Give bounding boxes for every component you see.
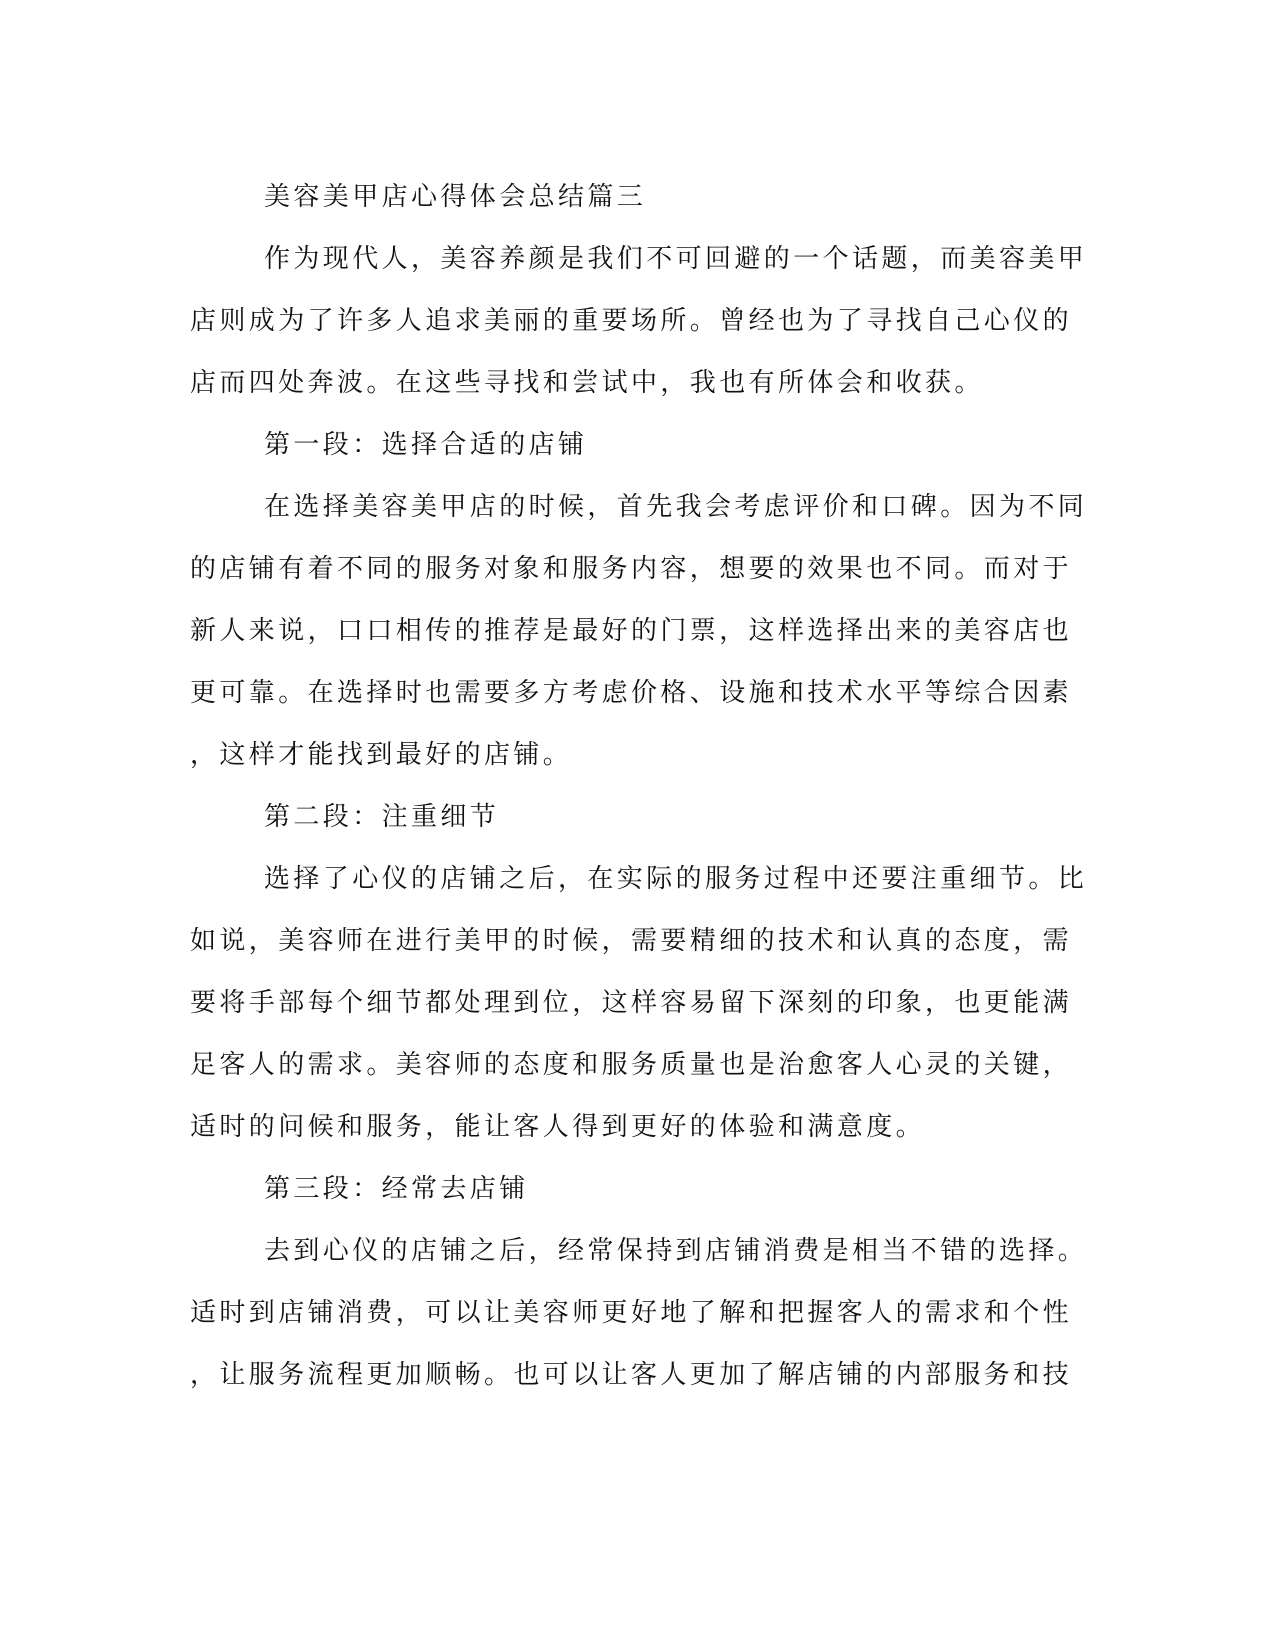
text-line: 去到心仪的店铺之后，经常保持到店铺消费是相当不错的选择。	[264, 1236, 1088, 1266]
text-line: 适时到店铺消费，可以让美容师更好地了解和把握客人的需求和个性	[190, 1298, 1073, 1328]
text-line: 新人来说，口口相传的推荐是最好的门票，这样选择出来的美容店也	[190, 616, 1073, 646]
text-line: 店则成为了许多人追求美丽的重要场所。曾经也为了寻找自己心仪的	[190, 306, 1073, 336]
text-line: 适时的问候和服务，能让客人得到更好的体验和满意度。	[190, 1112, 926, 1142]
document-body	[190, 166, 1088, 1406]
section-heading-1: 第一段：选择合适的店铺	[264, 430, 588, 460]
text-line: 要将手部每个细节都处理到位，这样容易留下深刻的印象，也更能满	[190, 988, 1073, 1018]
section-heading-3: 第三段：经常去店铺	[264, 1174, 529, 1204]
text-line: 在选择美容美甲店的时候，首先我会考虑评价和口碑。因为不同	[264, 492, 1088, 522]
text-line: 的店铺有着不同的服务对象和服务内容，想要的效果也不同。而对于	[190, 554, 1073, 584]
text-line: 更可靠。在选择时也需要多方考虑价格、设施和技术水平等综合因素	[190, 678, 1073, 708]
text-line: 足客人的需求。美容师的态度和服务质量也是治愈客人心灵的关键，	[190, 1050, 1073, 1080]
section-heading-2: 第二段：注重细节	[264, 802, 500, 832]
text-line: 作为现代人，美容养颜是我们不可回避的一个话题，而美容美甲	[264, 244, 1088, 274]
text-line: 选择了心仪的店铺之后，在实际的服务过程中还要注重细节。比	[264, 864, 1088, 894]
document-title: 美容美甲店心得体会总结篇三	[264, 182, 647, 212]
text-line: 店而四处奔波。在这些寻找和尝试中，我也有所体会和收获。	[190, 368, 984, 398]
text-line: ，这样才能找到最好的店铺。	[190, 740, 573, 770]
text-line: ，让服务流程更加顺畅。也可以让客人更加了解店铺的内部服务和技	[190, 1360, 1073, 1390]
text-line: 如说，美容师在进行美甲的时候，需要精细的技术和认真的态度，需	[190, 926, 1073, 956]
